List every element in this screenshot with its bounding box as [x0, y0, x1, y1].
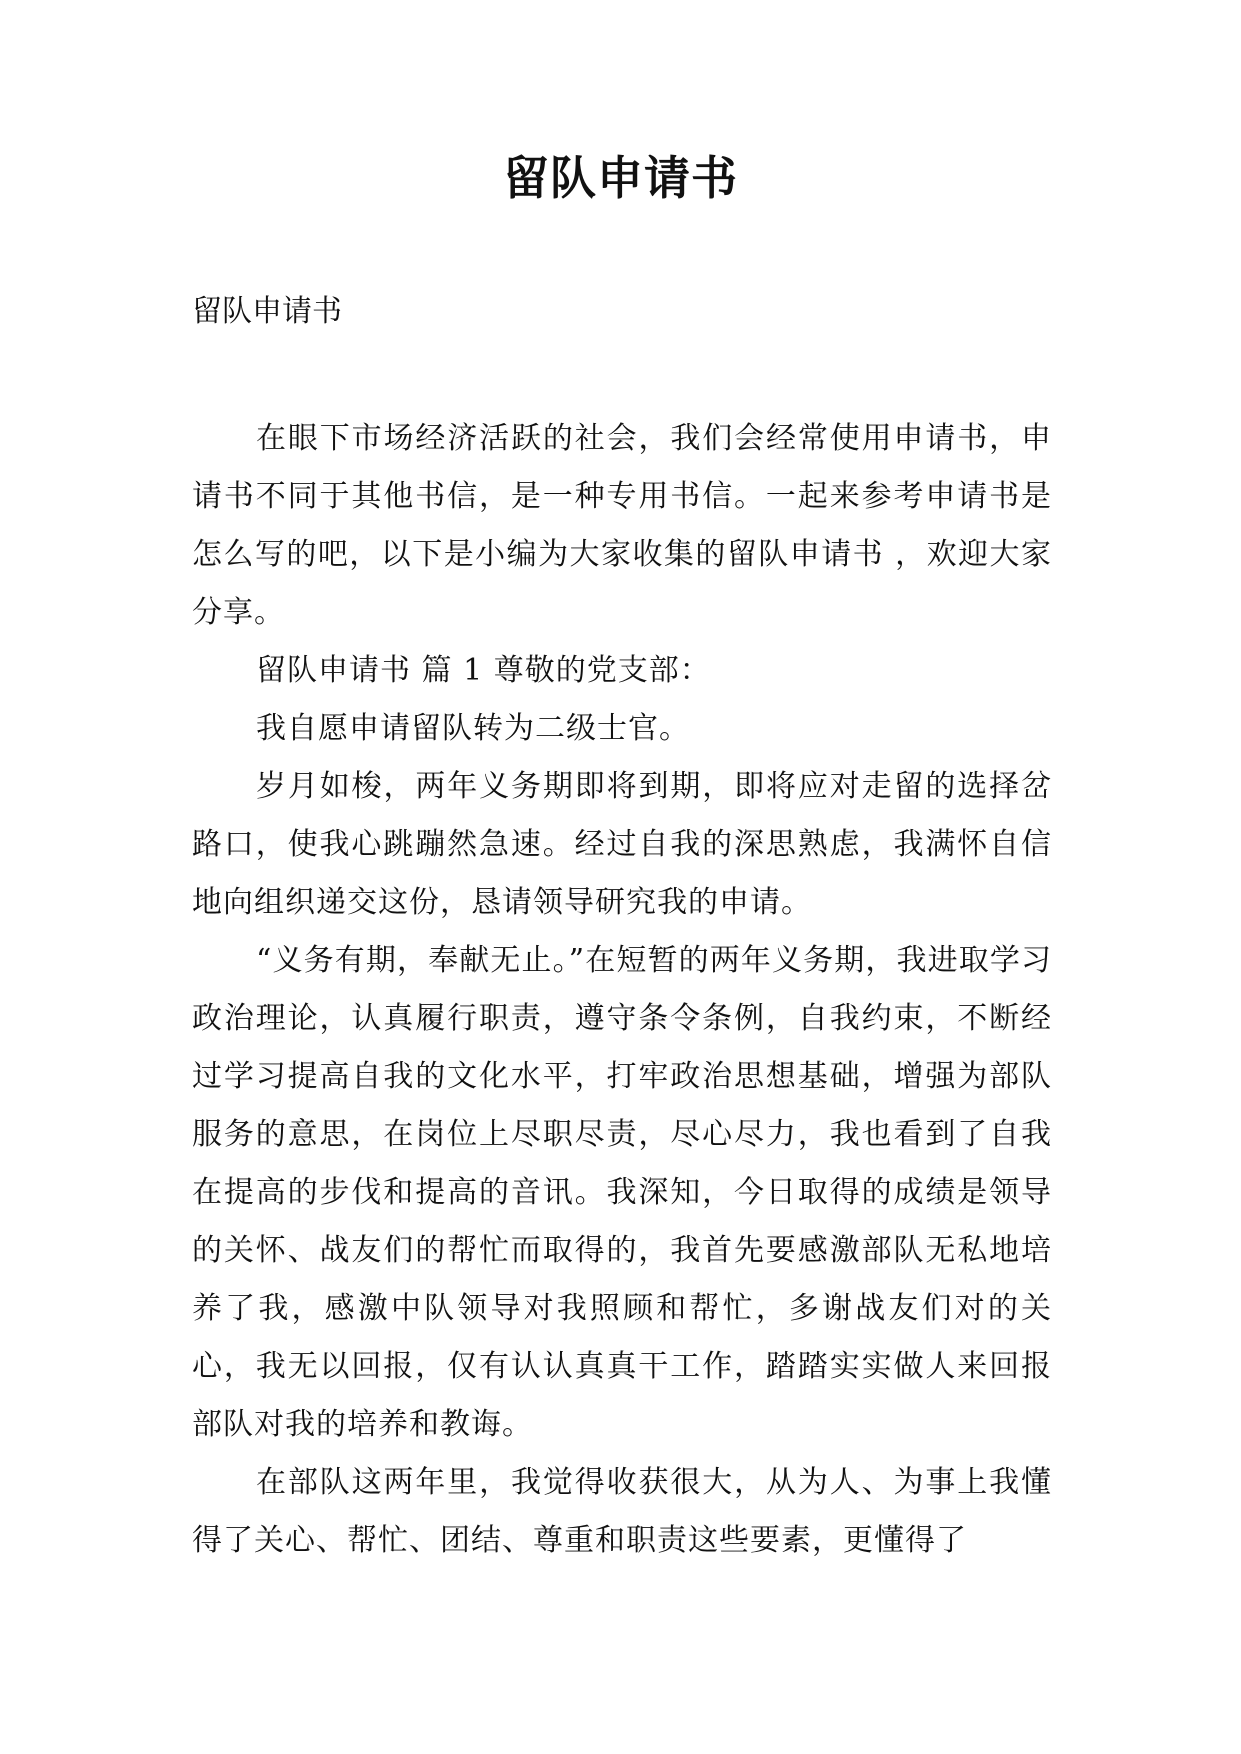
- paragraph: 留队申请书 篇 1 尊敬的党支部：: [256, 653, 711, 688]
- paragraph: 我自愿申请留队转为二级士官。: [256, 711, 690, 746]
- document-subtitle: 留队申请书: [192, 294, 342, 329]
- document-body: [192, 410, 1052, 1570]
- paragraph: 在部队这两年里，我觉得收获很大，从为人、为事上我懂得了关心、帮忙、团结、尊重和职责这些要素，更懂得了: [192, 1465, 1052, 1558]
- document-title: 留队申请书: [503, 151, 738, 205]
- paragraph: “义务有期，奉献无止。”在短暂的两年义务期，我进取学习政治理论，认真履行职责，遵守条令条例，自我约束，不断经过学习提高自我的文化水平，打牢政治思想基础，增强为部队服务的意思，在岗位上尽职尽责，尽心尽力，我也看到了自我在提高的步伐和提高的音讯。我深知，今日取得的成绩是领导的关怀、战友们的帮忙而取得的，我首先要感激部队无私地培养了我，感激中队领导对我照顾和帮忙，多谢战友们对的关心，我无以回报，仅有认认真真干工作，踏踏实实做人来回报部队对我的培养和教诲。: [192, 943, 1052, 1442]
- paragraph: 岁月如梭，两年义务期即将到期，即将应对走留的选择岔路口，使我心跳蹦然急速。经过自我的深思熟虑，我满怀自信地向组织递交这份，恳请领导研究我的申请。: [192, 769, 1052, 920]
- paragraph: 在眼下市场经济活跃的社会，我们会经常使用申请书，申请书不同于其他书信，是一种专用书信。一起来参考申请书是怎么写的吧，以下是小编为大家收集的留队申请书 ，欢迎大家分享。: [192, 421, 1052, 630]
